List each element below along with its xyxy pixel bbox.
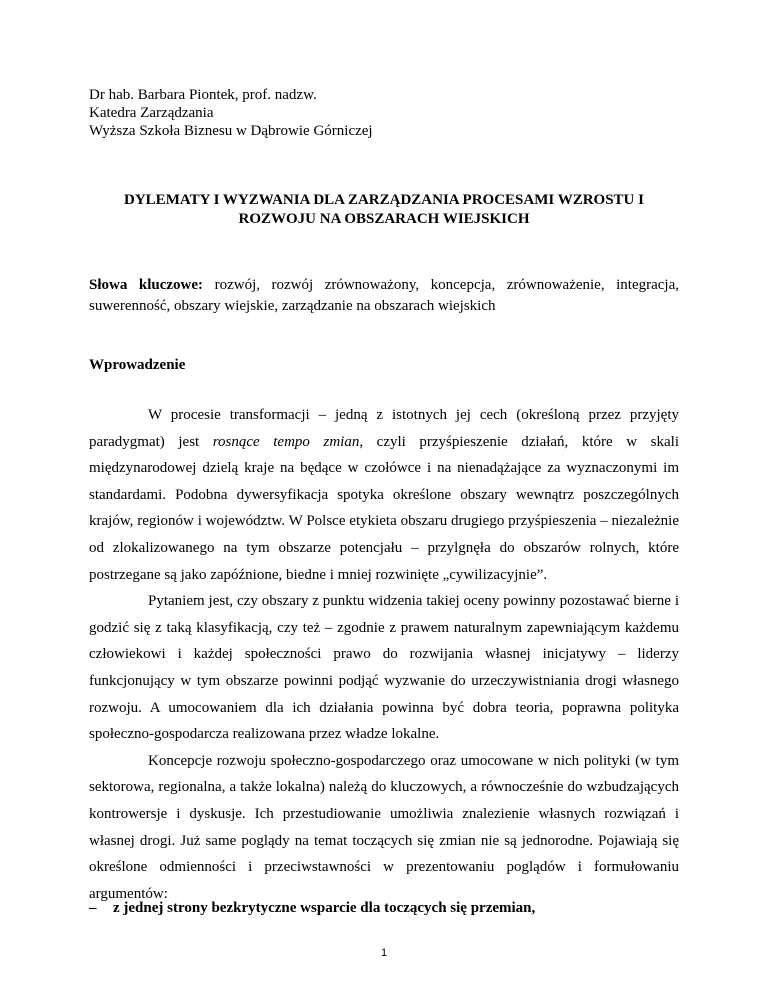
bullet-item <box>89 900 679 917</box>
paragraph-3: Koncepcje rozwoju społeczno-gospodarczego oraz umocowane w nich polityki (w tym sektorowa, regionalna, a także lokalna) należą do kluczowych, a równocześnie do wzbudzających kontrowersje i dyskusje. Ich przestudiowanie umożliwia znalezienie własnych rozwiązań i własnej drogi. Już same poglądy na temat toczących się zmian nie są jednorodne. Pojawiają się określone odmienności i przeciwstawności w prezentowaniu poglądów i formułowaniu argumentów: <box>89 752 679 902</box>
title-line-1: DYLEMATY I WYZWANIA DLA ZARZĄDZANIA PROCESAMI WZROSTU I <box>124 192 644 208</box>
keywords-label: Słowa kluczowe: <box>89 277 204 293</box>
author-institution: Wyższa Szkoła Biznesu w Dąbrowie Górniczej <box>89 123 373 139</box>
title-line-2: ROZWOJU NA OBSZARACH WIEJSKICH <box>238 211 530 227</box>
keywords-section <box>89 275 679 317</box>
body-text <box>89 402 679 907</box>
paragraph-1 <box>89 402 679 588</box>
section-heading-intro: Wprowadzenie <box>89 357 186 373</box>
author-block <box>89 86 373 140</box>
page-number: 1 <box>380 947 388 959</box>
bullet-dash: – <box>89 900 97 916</box>
paragraph-1-end: , czyli przyśpieszenie działań, które w skali międzynarodowej dzielą kraje na będące w czołówce i na nienadążające za wyznaczonymi im standardami. Podobna dywersyfikacja spotyka określone obszary wewnątrz poszczególnych krajów, regionów i województw. W Polsce etykieta obszaru drugiego przyśpieszenia – niezależnie od zlokalizowanego na tym obszarze potencjału – przylgnęła do obszarów rolnych, które postrzegane są jako zapóźnione, biedne i mniej rozwinięte „cywilizacyjnie”. <box>89 433 679 583</box>
author-department: Katedra Zarządzania <box>89 105 214 121</box>
document-title <box>89 191 679 229</box>
paragraph-1-start: W procesie transformacji – jedną z istotnych jej cech (określoną przez przyjęty paradygmat) jest <box>89 407 679 450</box>
author-name: Dr hab. Barbara Piontek, prof. nadzw. <box>89 87 317 103</box>
paragraph-1-emphasis: rosnące tempo zmian <box>212 433 360 450</box>
keywords-text: rozwój, rozwój zrównoważony, koncepcja, zrównoważenie, integracja, suwerenność, obszary wiejskie, zarządzanie na obszarach wiejskich <box>89 277 680 314</box>
bullet-text: z jednej strony bezkrytyczne wsparcie dla toczących się przemian, <box>113 900 536 916</box>
paragraph-2: Pytaniem jest, czy obszary z punktu widzenia takiej oceny powinny pozostawać bierne i godzić się z taką klasyfikacją, czy też – zgodnie z prawem naturalnym zapewniającym każdemu człowiekowi i każdej społeczności prawo do rozwijania własnej inicjatywy – liderzy funkcjonujący w tym obszarze powinni podjąć wyzwanie do urzeczywistniania drogi własnego rozwoju. A umocowaniem dla ich działania powinna być dobra teoria, poprawna polityka społeczno-gospodarcza realizowana przez władze lokalne. <box>89 593 679 743</box>
